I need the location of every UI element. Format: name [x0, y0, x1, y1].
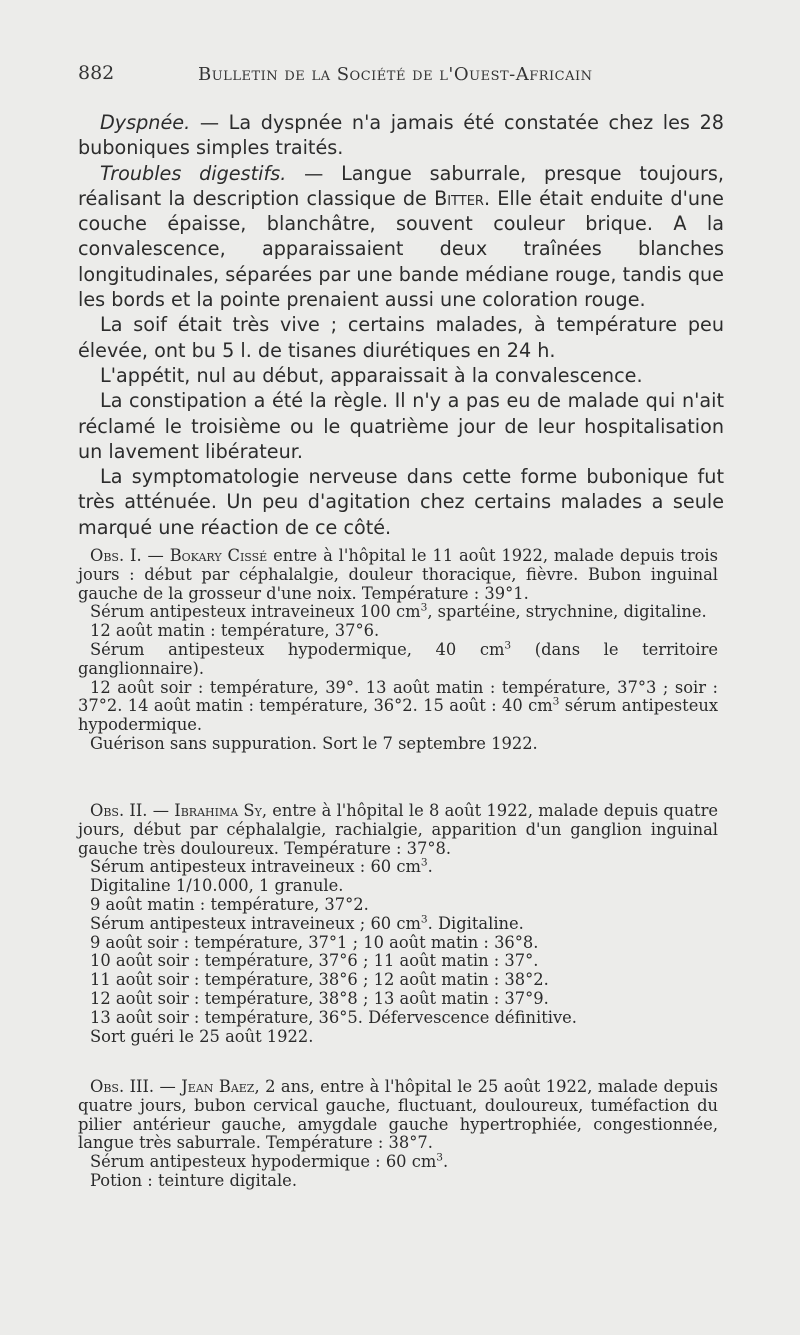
obs2-line: 12 août soir : température, 38°8 ; 13 août matin : 37°9.	[90, 988, 549, 1008]
obs1-patient: Bokary Cissé	[169, 546, 268, 565]
obs2-line: Sort guéri le 25 août 1922.	[90, 1026, 314, 1046]
obs3-intro-text: , 2 ans, entre à l'hôpital le 25 août 1922, malade depuis quatre jours, bubon cervical gauche, fluctuant, douloureux, tuméfaction du pilier antérieur gauche, amygdale gauche hypertrophiée, congestionnée, langue très saburrale. Température : 38°7.	[78, 1077, 718, 1153]
obs2-line: 9 août matin : température, 37°2.	[90, 894, 369, 914]
heading-dyspnee: Dyspnée.	[100, 111, 191, 134]
main-text	[78, 110, 724, 540]
obs1-intro	[78, 547, 718, 603]
obs2-line5-a: Sérum antipesteux intraveineux ; 60 cm	[90, 913, 421, 933]
obs1-line2-sup: 3	[420, 601, 428, 614]
obs1-line: Guérison sans suppuration. Sort le 7 septembre 1922.	[90, 733, 538, 753]
obs1-intro-text: entre à l'hôpital le 11 août 1922, malade depuis trois jours : début par céphalalgie, douleur thoracique, fièvre. Bubon inguinal gauche de la grosseur d'une noix. Température : 39°1.	[78, 546, 718, 603]
paragraph-constipation: La constipation a été la règle. Il n'y a pas eu de malade qui n'ait réclamé le troisième ou le quatrième jour de leur hospitalisation un lavement libérateur.	[78, 389, 724, 463]
obs3-line: Potion : teinture digitale.	[90, 1170, 297, 1190]
obs2-line2-sup: 3	[420, 856, 428, 869]
obs1-line2-b: , spartéine, strychnine, digitaline.	[427, 602, 707, 622]
obs1-line5-sup: 3	[552, 695, 560, 708]
obs1-line	[78, 679, 718, 735]
obs3-line2-sup: 3	[436, 1151, 444, 1164]
text-troubles-a: — Langue saburrale, presque toujours, réalisant la description classique de	[78, 161, 724, 210]
observation-2	[78, 802, 718, 1046]
obs3-dash: —	[154, 1077, 182, 1096]
obs1-label: Obs. I.	[90, 546, 142, 565]
obs2-line: 10 août soir : température, 37°6 ; 11 août matin : 37°.	[90, 951, 539, 971]
page-number: 882	[78, 62, 115, 84]
running-title: Bulletin de la Société de l'Ouest-Africain	[198, 64, 593, 85]
obs2-line	[78, 858, 718, 877]
obs2-line5-sup: 3	[420, 913, 428, 926]
text-dyspnee: — La dyspnée n'a jamais été constatée chez les 28 buboniques simples traités.	[78, 111, 724, 160]
obs2-line2-b: .	[427, 857, 433, 877]
obs2-line5-b: . Digitaline.	[427, 913, 524, 933]
observation-1	[78, 547, 718, 754]
obs1-line5-a: 12 août soir : température, 39°. 13 août matin : température, 37°3 ; soir : 37°2. 14 août matin : température, 36°2. 15 août : 40 cm	[78, 677, 718, 716]
obs1-line4-sup: 3	[504, 639, 512, 652]
obs2-line: Digitaline 1/10.000, 1 granule.	[90, 876, 344, 896]
obs3-intro	[78, 1078, 718, 1153]
obs1-line2-a: Sérum antipesteux intraveineux 100 cm	[90, 602, 421, 622]
obs2-line: 9 août soir : température, 37°1 ; 10 août matin : 36°8.	[90, 932, 539, 952]
paragraph-appetit: L'appétit, nul au début, apparaissait à la convalescence.	[100, 363, 643, 387]
page-header	[78, 60, 718, 90]
obs2-line: 11 août soir : température, 38°6 ; 12 août matin : 38°2.	[90, 970, 549, 990]
obs1-line5-b: sérum antipesteux hypodermique.	[78, 696, 719, 735]
obs2-patient: Ibrahima Sy	[174, 801, 262, 820]
observation-3	[78, 1078, 718, 1191]
obs2-dash: —	[147, 801, 175, 820]
obs2-line: 13 août soir : température, 36°5. Défervescence définitive.	[90, 1007, 577, 1027]
paragraph-soif: La soif était très vive ; certains malades, à température peu élevée, ont bu 5 l. de tisanes diurétiques en 24 h.	[78, 313, 724, 362]
obs1-line	[78, 641, 718, 679]
obs2-intro-text: , entre à l'hôpital le 8 août 1922, malade depuis quatre jours, début par céphalalgie, rachialgie, apparition d'un ganglion inguinal gauche très douloureux. Température : 37°8.	[78, 801, 719, 858]
obs3-label: Obs. III.	[90, 1077, 155, 1096]
obs3-line2-b: .	[443, 1152, 449, 1172]
paragraph-troubles	[78, 161, 724, 313]
obs2-intro	[78, 802, 718, 858]
heading-troubles: Troubles digestifs.	[100, 161, 287, 185]
author-bitter: Bitter	[434, 186, 484, 210]
obs1-line4-a: Sérum antipesteux hypodermique, 40 cm	[90, 639, 505, 659]
obs2-label: Obs. II.	[90, 801, 148, 820]
obs1-line	[78, 603, 718, 622]
obs1-line: 12 août matin : température, 37°6.	[90, 621, 380, 641]
text-troubles-b: . Elle était enduite d'une couche épaisse, blanchâtre, souvent couleur brique. A la convalescence, apparaissaient deux traînées blanches longitudinales, séparées par une bande médiane rouge, tandis que les bords et la pointe prenaient aussi une coloration rouge.	[78, 186, 724, 312]
paragraph-dyspnee	[78, 110, 724, 161]
paragraph-symptomatologie: La symptomatologie nerveuse dans cette forme bubonique fut très atténuée. Un peu d'agitation chez certains malades a seule marqué une réaction de ce côté.	[78, 465, 724, 539]
obs3-line	[78, 1153, 718, 1172]
obs2-line	[78, 915, 718, 934]
obs2-line2-a: Sérum antipesteux intraveineux : 60 cm	[90, 857, 421, 877]
obs3-patient: Jean Baez	[181, 1077, 255, 1096]
obs1-dash: —	[141, 546, 170, 565]
obs1-line4-b: (dans le territoire ganglionnaire).	[78, 639, 718, 678]
obs3-line2-a: Sérum antipesteux hypodermique : 60 cm	[90, 1152, 437, 1172]
